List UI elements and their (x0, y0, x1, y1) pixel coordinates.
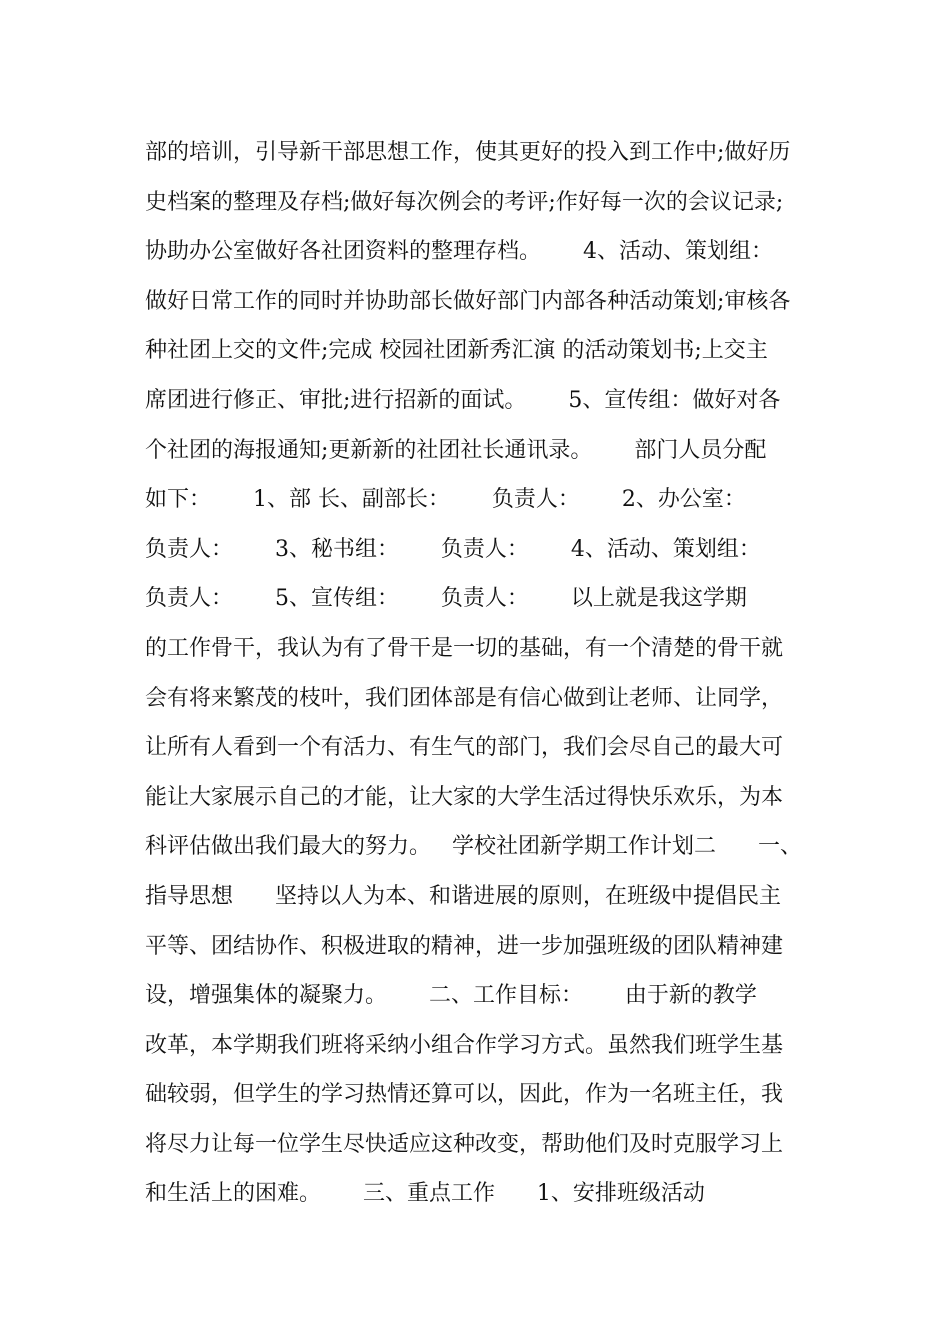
text-line: 会有将来繁茂的枝叶，我们团体部是有信心做到让老师、让同学， (145, 685, 784, 711)
text-line: 负责人： 5、宣传组： 负责人： 以上就是我这学期 (145, 586, 747, 612)
text-line: 础较弱，但学生的学习热情还算可以，因此，作为一名班主任，我 (145, 1082, 784, 1108)
text-line: 指导思想 坚持以人为本、和谐进展的原则，在班级中提倡民主 (145, 883, 781, 909)
text-line: 如下： 1、部 长、副部长： 负责人： 2、办公室： (145, 487, 746, 513)
text-line: 协助办公室做好各社团资料的整理存档。 4、活动、策划组： (145, 239, 773, 265)
body-text (145, 128, 825, 1219)
text-line: 设，增强集体的凝聚力。 二、工作目标： 由于新的教学 (145, 983, 757, 1009)
text-line: 改革，本学期我们班将采纳小组合作学习方式。虽然我们班学生基 (145, 1032, 784, 1058)
text-line: 负责人： 3、秘书组： 负责人： 4、活动、策划组： (145, 536, 761, 562)
text-line: 做好日常工作的同时并协助部长做好部门内部各种活动策划;审核各 (145, 288, 791, 314)
text-line: 部的培训，引导新干部思想工作，使其更好的投入到工作中;做好历 (145, 140, 791, 165)
text-line: 让所有人看到一个有活力、有生气的部门，我们会尽自己的最大可 (145, 735, 784, 761)
text-line: 个社团的海报通知;更新新的社团社长通讯录。 部门人员分配 (145, 437, 767, 463)
text-line: 史档案的整理及存档;做好每次例会的考评;作好每一次的会议记录; (145, 189, 784, 215)
text-line: 将尽力让每一位学生尽快适应这种改变，帮助他们及时克服学习上 (145, 1131, 784, 1157)
text-line: 的工作骨干，我认为有了骨干是一切的基础，有一个清楚的骨干就 (145, 635, 784, 661)
text-line: 能让大家展示自己的才能，让大家的大学生活过得快乐欢乐，为本 (145, 784, 784, 810)
text-line: 科评估做出我们最大的努力。 学校社团新学期工作计划二 一、 (145, 834, 802, 860)
text-line: 席团进行修正、审批;进行招新的面试。 5、宣传组：做好对各 (145, 387, 781, 413)
text-line: 和生活上的困难。 三、重点工作 1、安排班级活动 (145, 1181, 705, 1207)
text-line: 种社团上交的文件;完成 校园社团新秀汇演 的活动策划书;上交主 (145, 338, 768, 364)
text-line: 平等、团结协作、积极进取的精神，进一步加强班级的团队精神建 (145, 933, 784, 959)
